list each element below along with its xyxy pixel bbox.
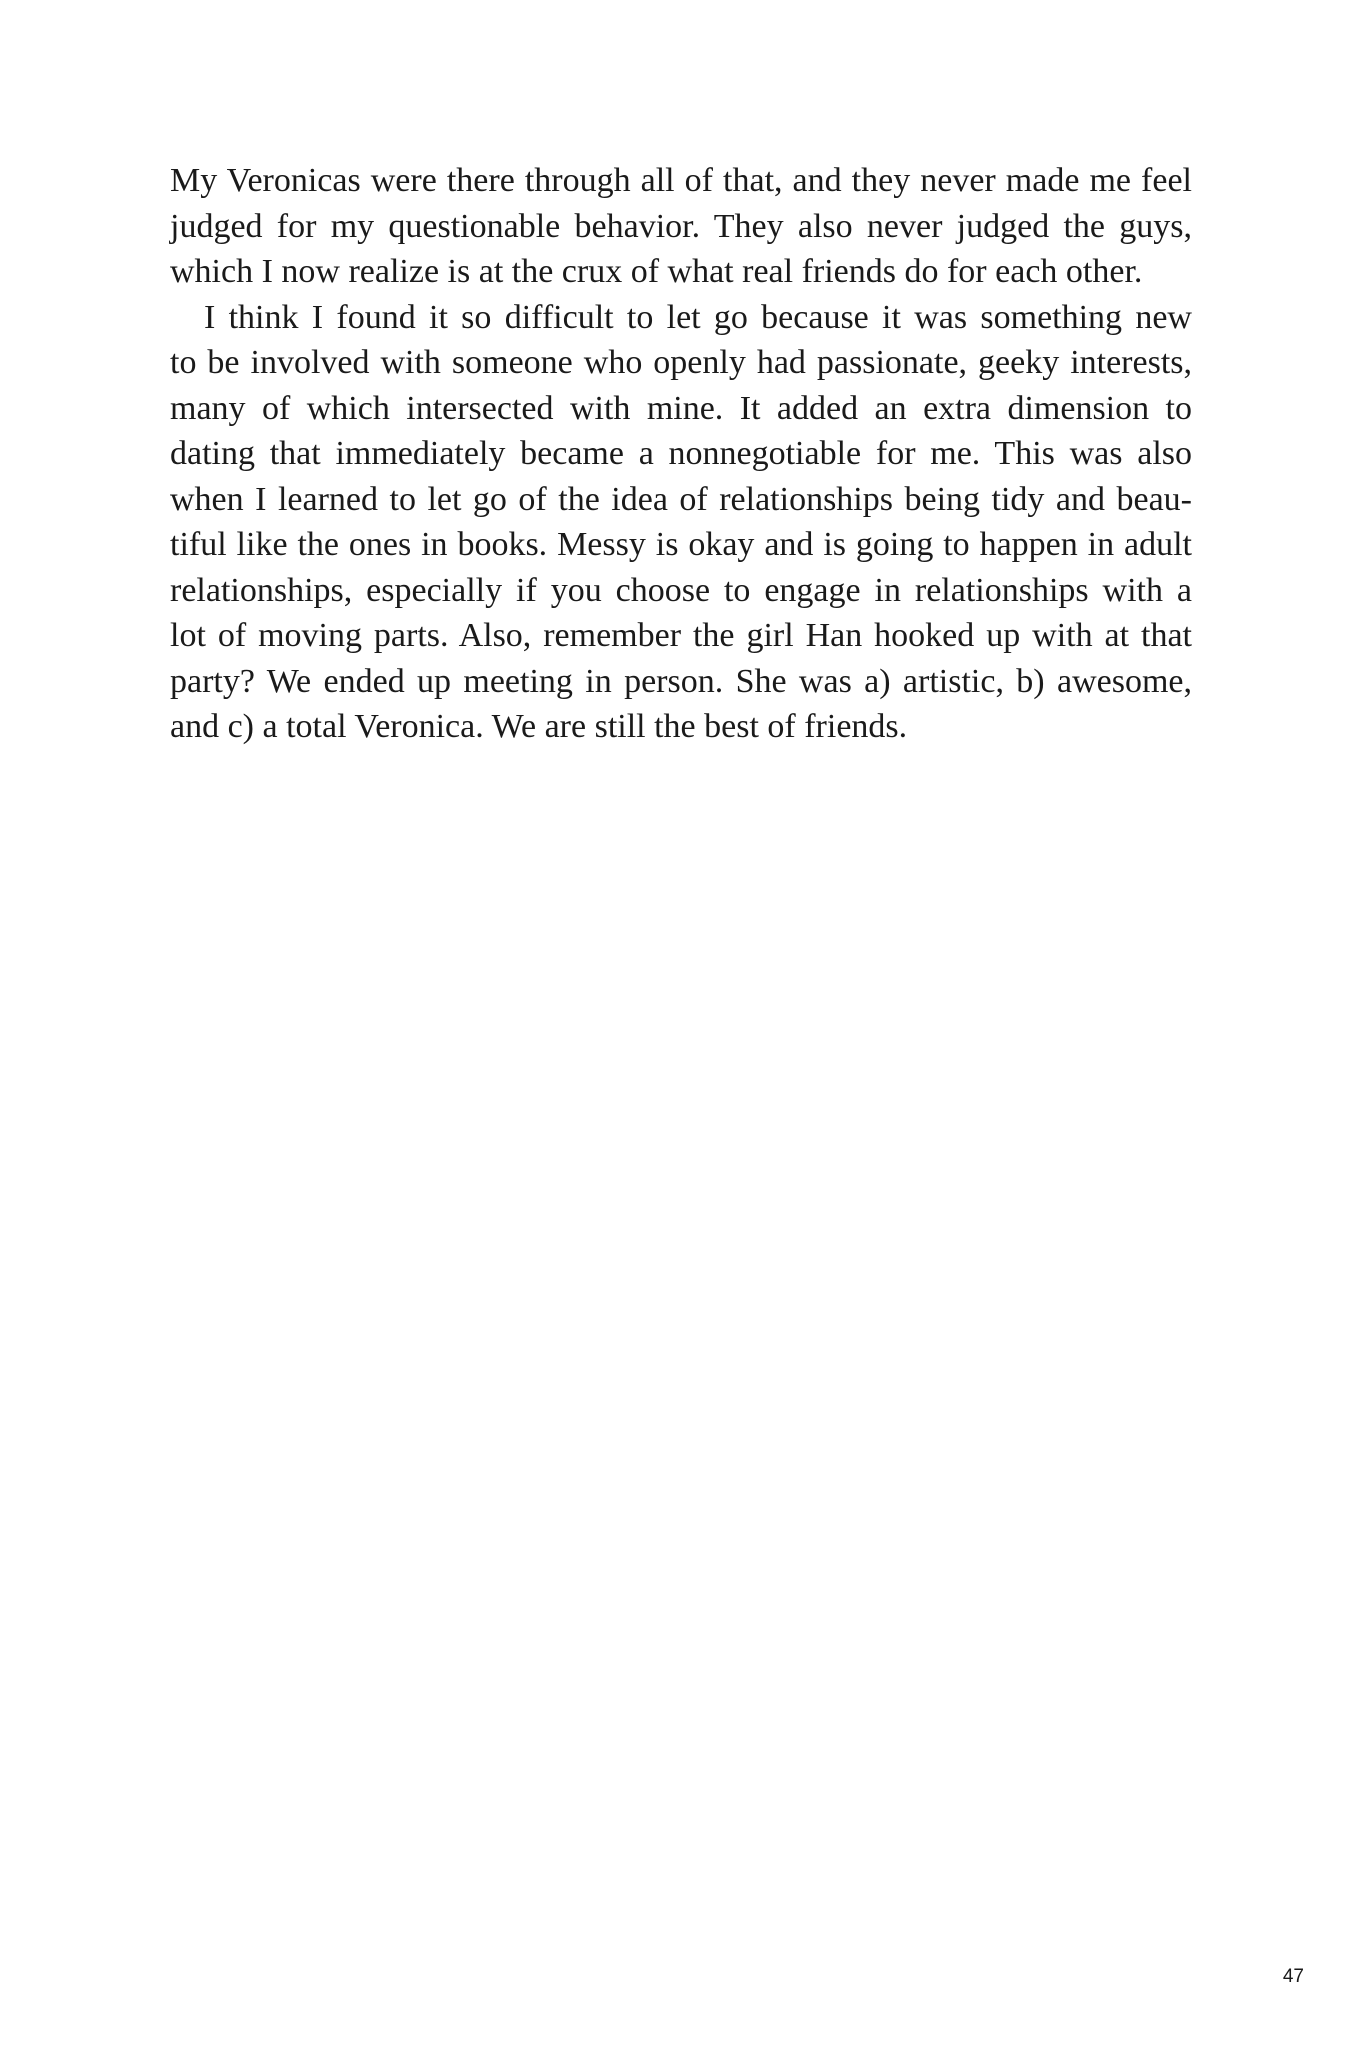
text-line: relationships, especially if you choose to engage in relationships with a xyxy=(170,571,1192,609)
paragraph-2 xyxy=(170,295,1192,750)
page-number: 47 xyxy=(1282,1966,1304,1987)
text-line: lot of moving parts. Also, remember the girl Han hooked up with at that xyxy=(170,617,1192,654)
text-line: to be involved with someone who openly had passionate, geeky interests, xyxy=(170,344,1192,381)
text-line: which I now realize is at the crux of what real friends do for each other. xyxy=(170,253,1143,290)
text-line: many of which intersected with mine. It added an extra dimension to xyxy=(170,389,1192,427)
text-line: when I learned to let go of the idea of relationships being tidy and beau- xyxy=(170,480,1192,518)
text-line: I think I found it so difficult to let go because it was something new xyxy=(204,298,1192,336)
text-line: and c) a total Veronica. We are still the best of friends. xyxy=(170,708,908,745)
paragraph-1 xyxy=(170,158,1192,295)
text-line: My Veronicas were there through all of that, and they never made me feel xyxy=(170,162,1192,199)
text-line: dating that immediately became a nonnegotiable for me. This was also xyxy=(170,435,1192,472)
body-text xyxy=(170,158,1192,750)
text-line: party? We ended up meeting in person. She was a) artistic, b) awesome, xyxy=(170,662,1192,700)
text-line: tiful like the ones in books. Messy is okay and is going to happen in adult xyxy=(170,526,1192,563)
text-line: judged for my questionable behavior. They also never judged the guys, xyxy=(170,207,1192,245)
